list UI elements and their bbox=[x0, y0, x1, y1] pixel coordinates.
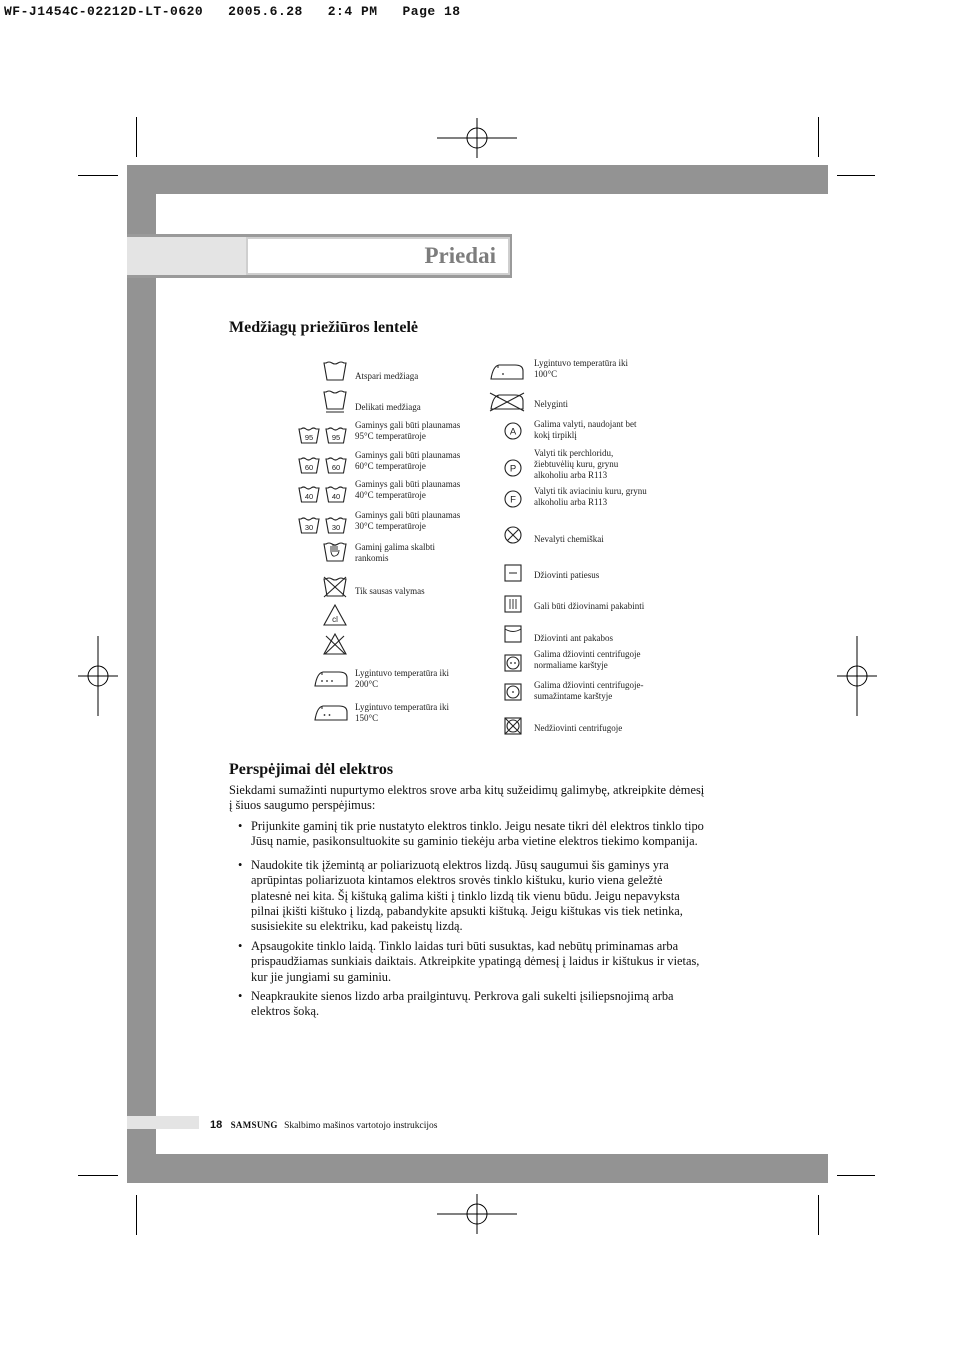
bullet-dot: • bbox=[238, 939, 243, 953]
care-symbol-label: Valyti tik perchloridu, žiebtuvėlių kuru, grynu alkoholiu arba R113 bbox=[534, 448, 619, 480]
list-item bbox=[238, 858, 728, 934]
dry-clean-a-icon bbox=[504, 422, 522, 440]
wash-30-icon bbox=[325, 516, 347, 534]
registration-target-icon bbox=[78, 636, 118, 716]
care-symbol-label: Gaminys gali būti plaunamas 30°C temperatūroje bbox=[355, 510, 461, 531]
bleach-cl-icon bbox=[323, 604, 347, 626]
do-not-iron-icon bbox=[489, 392, 525, 412]
do-not-wash-icon bbox=[323, 576, 347, 598]
care-symbol-label: Tik sausas valymas bbox=[355, 586, 425, 596]
do-not-tumble-dry-icon bbox=[504, 717, 522, 735]
dry-clean-p-icon bbox=[504, 459, 522, 477]
title-band-light bbox=[127, 237, 246, 275]
care-symbol-label: Džiovinti patiesus bbox=[534, 570, 600, 580]
page-footer bbox=[210, 1119, 437, 1131]
brand-name: SAMSUNG bbox=[230, 1120, 278, 1130]
svg-text:40: 40 bbox=[331, 492, 341, 501]
care-symbol-label: Nedžiovinti centrifugoje bbox=[534, 723, 623, 733]
svg-text:30: 30 bbox=[331, 523, 341, 532]
wash-tub-icon bbox=[323, 360, 347, 382]
line-dry-icon bbox=[504, 625, 522, 643]
electric-heading: Perspėjimai dėl elektros bbox=[229, 761, 394, 778]
tumble-dry-normal-icon bbox=[504, 654, 522, 672]
list-item-text: Prijunkite gaminį tik prie nustatyto elektros tinklo. Jeigu nesate tikri dėl elektros tinklo tipo Jūsų namie, pasikonsultuokite su gaminio tiekėju arba vietine elektros tiekimo kompanija. bbox=[251, 819, 704, 849]
iron-100-icon bbox=[489, 362, 525, 380]
tumble-dry-low-icon bbox=[504, 683, 522, 701]
page-title: Priedai bbox=[424, 243, 496, 268]
wash-30-icon bbox=[298, 516, 320, 534]
iron-150-icon bbox=[313, 703, 349, 721]
svg-text:cl: cl bbox=[332, 615, 338, 624]
svg-text:F: F bbox=[510, 494, 516, 506]
do-not-bleach-icon bbox=[323, 633, 347, 655]
care-symbol-label: Gaminys gali būti plaunamas 95°C temperatūroje bbox=[355, 420, 461, 441]
care-symbol-label: Lygintuvo temperatūra iki 150°C bbox=[355, 702, 449, 723]
list-item bbox=[238, 819, 728, 850]
care-symbol-label: Galima džiovinti centrifugoje normaliame karštyje bbox=[534, 649, 641, 670]
list-item bbox=[238, 939, 728, 985]
care-symbol-label: Gaminys gali būti plaunamas 60°C temperatūroje bbox=[355, 450, 461, 471]
iron-200-icon bbox=[313, 669, 349, 687]
wash-tub-delicate-icon bbox=[323, 389, 347, 413]
care-symbol-label: Nelyginti bbox=[534, 399, 568, 409]
wash-95-icon bbox=[325, 426, 347, 444]
hand-wash-icon bbox=[323, 541, 347, 565]
care-symbol-label: Delikati medžiaga bbox=[355, 402, 421, 412]
dry-clean-f-icon bbox=[504, 490, 522, 508]
svg-text:40: 40 bbox=[304, 492, 314, 501]
dry-flat-icon bbox=[504, 564, 522, 582]
left-bar bbox=[127, 165, 156, 1183]
registration-target-icon bbox=[437, 1194, 517, 1238]
list-item bbox=[238, 989, 728, 1020]
manual-title: Skalbimo mašinos vartotojo instrukcijos bbox=[284, 1121, 438, 1131]
wash-40-icon bbox=[298, 485, 320, 503]
care-symbol-label: Gali būti džiovinami pakabinti bbox=[534, 601, 645, 611]
page-number: 18 bbox=[210, 1119, 223, 1131]
registration-target-icon bbox=[437, 118, 517, 162]
wash-60-icon bbox=[298, 456, 320, 474]
care-symbol-label: Gaminys gali būti plaunamas 40°C temperatūroje bbox=[355, 479, 461, 500]
svg-text:60: 60 bbox=[304, 463, 314, 472]
wash-95-icon bbox=[298, 426, 320, 444]
svg-text:95: 95 bbox=[331, 433, 341, 442]
footer-tab bbox=[127, 1116, 199, 1129]
care-symbol-label: Atspari medžiaga bbox=[355, 371, 419, 381]
registration-target-icon bbox=[837, 636, 877, 716]
svg-text:60: 60 bbox=[331, 463, 341, 472]
care-symbol-label: Valyti tik aviaciniu kuru, grynu alkoholiu arba R113 bbox=[534, 486, 647, 507]
drip-dry-icon bbox=[504, 595, 522, 613]
care-symbol-label: Gaminį galima skalbti rankomis bbox=[355, 542, 435, 563]
list-item-text: Neapkraukite sienos lizdo arba prailgintuvų. Perkrova gali sukelti įsiliepsnojimą arba elektros šoką. bbox=[251, 989, 674, 1019]
top-bar bbox=[127, 165, 828, 194]
bullet-dot: • bbox=[238, 819, 243, 833]
electric-intro: Siekdami sumažinti nupurtymo elektros srove arba kitų sužeidimų galimybę, atkreipkite dėmesį į šiuos saugumo perspėjimus: bbox=[229, 783, 705, 813]
care-symbol-label: Galima džiovinti centrifugoje- sumažintame karštyje bbox=[534, 680, 644, 701]
wash-40-icon bbox=[325, 485, 347, 503]
print-header: WF-J1454C-02212D-LT-0620 2005.6.28 2:4 PM Page 18 bbox=[4, 4, 461, 19]
care-symbol-label: Galima valyti, naudojant bet kokį tirpiklį bbox=[534, 419, 637, 440]
bullet-dot: • bbox=[238, 858, 243, 872]
care-symbol-label: Džiovinti ant pakabos bbox=[534, 633, 613, 643]
svg-text:95: 95 bbox=[304, 433, 314, 442]
do-not-dry-clean-icon bbox=[504, 526, 522, 544]
svg-text:A: A bbox=[509, 426, 517, 438]
svg-text:P: P bbox=[509, 463, 517, 475]
list-item-text: Naudokite tik įžemintą ar poliarizuotą elektros lizdą. Jūsų saugumui šis gaminys yra aprūpintas poliarizuota kintamos elektros srovės tinklo kištuku, kurio viena geležtė platesnė nei kita. Šį kištuką galima kišti į tinklo lizdą tik vienu būdu. Jeigu nepavyksta pilnai įkišti kištuko į lizdą, pabandykite apsukti kištuką. Jeigu kištukas vis tiek netinka, susisiekite su elektriku, kad pakeistų lizdą. bbox=[251, 858, 683, 934]
care-heading: Medžiagų priežiūros lentelė bbox=[229, 319, 418, 336]
title-box bbox=[246, 237, 510, 275]
bullet-dot: • bbox=[238, 989, 243, 1003]
care-symbol-label: Lygintuvo temperatūra iki 100°C bbox=[534, 358, 628, 379]
svg-text:30: 30 bbox=[304, 523, 314, 532]
list-item-text: Apsaugokite tinklo laidą. Tinklo laidas turi būti susuktas, kad nebūtų priminamas arba prispaudžiamas sunkiais daiktais. Atkreipkite ypatingą dėmesį į laidus ir kištukus ir vietas, kur jie jungiami su gaminiu. bbox=[251, 939, 700, 984]
care-symbol-label: Lygintuvo temperatūra iki 200°C bbox=[355, 668, 449, 689]
care-symbol-label: Nevalyti chemiškai bbox=[534, 534, 604, 544]
bottom-bar bbox=[127, 1154, 828, 1183]
wash-60-icon bbox=[325, 456, 347, 474]
